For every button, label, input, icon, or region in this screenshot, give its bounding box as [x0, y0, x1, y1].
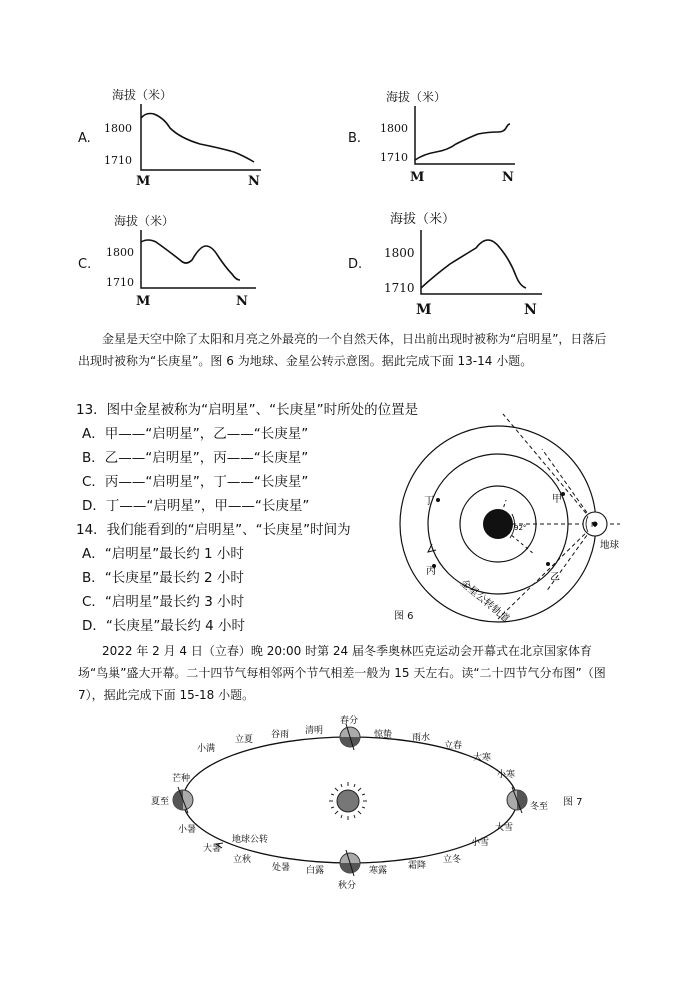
- label-earth-revolution: 地球公转: [232, 835, 269, 845]
- term-xiaoshu: 小暑: [178, 825, 197, 835]
- term-lichun: 立春: [444, 741, 463, 751]
- chart-b-tick-1800: 1800: [380, 122, 408, 135]
- figure-6-venus-orbit: [388, 414, 628, 626]
- chart-b-axes: [415, 106, 515, 164]
- chart-d-profile-line: [421, 240, 526, 288]
- term-lixia: 立夏: [235, 735, 254, 745]
- term-daxue: 大雪: [495, 823, 514, 833]
- tangent-line-upper: [503, 414, 595, 524]
- term-shuangjiang: 霜降: [408, 861, 427, 871]
- solar-terms-intro-paragraph: 2022 年 2 月 4 日（立春）晚 20:00 时第 24 届冬季奥林匹克运动会开幕式在北京国家体育场“鸟巢”盛大开幕。二十四节气每相邻两个节气相差一般为 15 天左右。读“二十四节气分布图”（图 7），据此完成下面 15-18 小题。: [78, 644, 606, 702]
- chart-b-ylabel: 海拔（米）: [386, 90, 447, 104]
- option-a-letter: A.: [78, 131, 91, 146]
- chart-b-tick-1710: 1710: [380, 151, 408, 164]
- chart-b-x-start: M: [410, 170, 425, 185]
- question-14-stem: 14．我们能看到的“启明星”、“长庚星”时间为: [76, 522, 351, 538]
- label-orbit: 金星公转轨道: [458, 577, 512, 625]
- venus-position-ding: [436, 498, 440, 502]
- term-chunfen: 春分: [340, 716, 359, 726]
- chart-a-tick-1710: 1710: [104, 154, 132, 167]
- question-13-option-a[interactable]: A．甲——“启明星”，乙——“长庚星”: [82, 426, 309, 442]
- chart-c-profile-line: [141, 240, 240, 280]
- term-chushu: 处暑: [272, 863, 291, 873]
- chart-c-ylabel: 海拔（米）: [114, 214, 175, 228]
- chart-a-x-start: M: [136, 174, 151, 189]
- chart-a-x-end: N: [248, 174, 260, 189]
- term-yushui: 雨水: [412, 733, 431, 743]
- question-13-option-c[interactable]: C．丙——“启明星”，丁——“长庚星”: [82, 474, 309, 490]
- chart-d-axes: [421, 230, 542, 294]
- term-liqiu: 立秋: [233, 855, 252, 865]
- label-yi: 乙: [550, 572, 560, 583]
- venus-intro-paragraph: 金星是天空中除了太阳和月亮之外最亮的一个自然天体，日出前出现时被称为“启明星”，日落后出现时被称为“长庚星”。图 6 为地球、金星公转示意图。据此完成下面 13-14 小题。: [78, 332, 607, 368]
- label-angle: 92°: [514, 524, 527, 532]
- chart-d-tick-1800: 1800: [384, 246, 415, 260]
- term-xiaoxue: 小雪: [471, 838, 490, 848]
- figure-6-caption: 图 6: [394, 611, 414, 622]
- earth-at-summer-solstice-icon: [173, 787, 193, 813]
- venus-position-yi: [546, 562, 550, 566]
- term-xiaoman: 小满: [197, 744, 216, 754]
- question-13-option-d[interactable]: D．丁——“启明星”，甲——“长庚星”: [82, 498, 310, 514]
- chart-a-plot: [140, 104, 262, 174]
- earth-at-winter-solstice-icon: [507, 787, 527, 813]
- term-lidong: 立冬: [443, 855, 462, 865]
- chart-c-x-start: M: [136, 294, 151, 309]
- term-qingming: 清明: [305, 726, 324, 736]
- earth-at-spring-equinox-icon: [340, 724, 360, 750]
- label-earth: 地球: [600, 540, 620, 551]
- chart-a-profile-line: [141, 114, 254, 163]
- chart-c-tick-1710: 1710: [106, 276, 134, 289]
- profile-chart-c: [104, 212, 264, 314]
- term-bailu: 白露: [306, 866, 325, 876]
- chart-d-tick-1710: 1710: [384, 281, 415, 295]
- term-guyu: 谷雨: [271, 730, 290, 740]
- sight-line-upper: [542, 449, 595, 524]
- question-14-option-c[interactable]: C．“启明星”最长约 3 小时: [82, 594, 245, 610]
- chart-a-axes: [141, 104, 261, 170]
- chart-a-ylabel: 海拔（米）: [112, 88, 173, 102]
- term-xiazhi: 夏至: [151, 797, 170, 807]
- question-14-option-a[interactable]: A．“启明星”最长约 1 小时: [82, 546, 244, 562]
- question-14-option-b[interactable]: B．“长庚星”最长约 2 小时: [82, 570, 244, 586]
- chart-d-ylabel: 海拔（米）: [390, 212, 456, 227]
- option-d-letter: D.: [348, 257, 363, 272]
- chart-d-plot: [420, 230, 544, 298]
- chart-c-x-end: N: [236, 294, 248, 309]
- chart-d-x-start: M: [416, 302, 432, 318]
- label-n: N: [591, 521, 597, 529]
- term-mangzhong: 芒种: [172, 774, 191, 784]
- chart-d-x-end: N: [524, 302, 537, 318]
- term-jingzhe: 惊蛰: [374, 730, 393, 740]
- figure-7-caption: 图 7: [563, 797, 583, 808]
- term-xiaohan: 小寒: [497, 770, 516, 780]
- term-dongzhi: 冬至: [530, 802, 549, 812]
- term-hanlu: 寒露: [369, 866, 388, 876]
- label-bing: 丙: [426, 566, 436, 577]
- label-ding: 丁: [424, 496, 434, 507]
- chart-a-tick-1800: 1800: [104, 122, 132, 135]
- profile-chart-a: [104, 86, 274, 192]
- option-c-letter: C.: [78, 257, 92, 272]
- question-14-option-d[interactable]: D．“长庚星”最长约 4 小时: [82, 618, 246, 634]
- chart-c-plot: [140, 230, 258, 292]
- term-dashu: 大暑: [203, 844, 222, 854]
- chart-b-profile-line: [415, 124, 510, 160]
- chart-b-plot: [414, 106, 516, 168]
- option-b-letter: B.: [348, 131, 362, 146]
- tangent-line-lower: [498, 524, 595, 619]
- question-13-stem: 13．图中金星被称为“启明星”、“长庚星”时所处的位置是: [76, 402, 419, 418]
- sun-icon: [329, 782, 367, 820]
- term-dahan: 大寒: [473, 753, 492, 763]
- figure-7-solar-terms: [151, 716, 560, 900]
- earth-at-autumn-equinox-icon: [340, 850, 360, 876]
- question-13-option-b[interactable]: B．乙——“启明星”，丙——“长庚星”: [82, 450, 309, 466]
- profile-chart-d: [384, 208, 548, 320]
- profile-chart-b: [380, 88, 520, 190]
- chart-b-x-end: N: [502, 170, 514, 185]
- label-jia: 甲: [552, 494, 562, 505]
- chart-c-tick-1800: 1800: [106, 246, 134, 259]
- term-qiufen: 秋分: [338, 881, 357, 891]
